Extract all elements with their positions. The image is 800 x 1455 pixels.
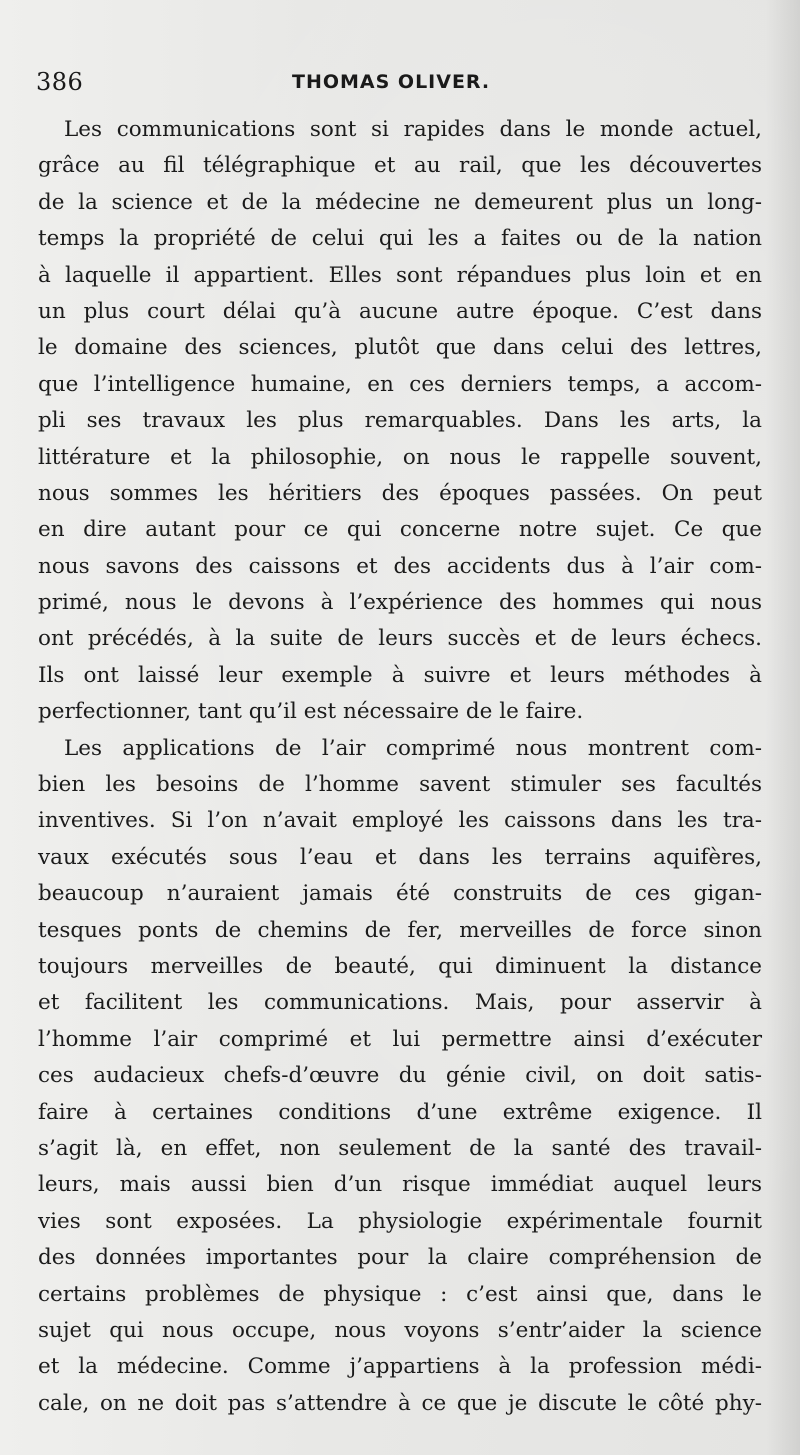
text-line: l’homme l’air comprimé et lui permettre ainsi d’exécuter <box>38 1026 762 1052</box>
text-line: sujet qui nous occupe, nous voyons s’entr’aider la science <box>38 1317 762 1343</box>
text-line: perfectionner, tant qu’il est nécessaire de le faire. <box>38 699 584 725</box>
text-line: certains problèmes de physique : c’est ainsi que, dans le <box>38 1281 762 1307</box>
text-line: s’agit là, en effet, non seulement de la santé des travail- <box>38 1135 762 1161</box>
text-line: un plus court délai qu’à aucune autre époque. C’est dans <box>38 298 762 324</box>
text-line: bien les besoins de l’homme savent stimuler ses facultés <box>38 772 762 798</box>
text-line: Les applications de l’air comprimé nous montrent com- <box>64 735 762 761</box>
text-line: le domaine des sciences, plutôt que dans celui des lettres, <box>38 335 762 361</box>
text-line: Les communications sont si rapides dans le monde actuel, <box>64 117 762 142</box>
text-line: inventives. Si l’on n’avait employé les caissons dans les tra- <box>38 808 762 834</box>
text-line: et facilitent les communications. Mais, pour asservir à <box>38 990 762 1016</box>
text-line: temps la propriété de celui qui les a faites ou de la nation <box>38 226 762 252</box>
text-line: Ils ont laissé leur exemple à suivre et leurs méthodes à <box>38 662 762 688</box>
text-line: beaucoup n’auraient jamais été construits de ces gigan- <box>38 881 762 907</box>
page-header <box>36 68 736 102</box>
text-line: de la science et de la médecine ne demeurent plus un long- <box>38 189 762 215</box>
running-title: THOMAS OLIVER. <box>292 71 491 93</box>
text-line: des données importantes pour la claire compréhension de <box>38 1245 762 1271</box>
text-line: grâce au fil télégraphique et au rail, que les découvertes <box>38 153 762 179</box>
text-line: que l’intelligence humaine, en ces derniers temps, a accom- <box>38 371 762 397</box>
text-line: toujours merveilles de beauté, qui diminuent la distance <box>38 953 762 979</box>
page-number: 386 <box>36 68 84 96</box>
text-line: vaux exécutés sous l’eau et dans les terrains aquifères, <box>38 844 762 870</box>
text-line: ont précédés, à la suite de leurs succès et de leurs échecs. <box>38 626 762 652</box>
text-line: pli ses travaux les plus remarquables. Dans les arts, la <box>38 408 762 434</box>
text-line: littérature et la philosophie, on nous le rappelle souvent, <box>38 444 762 470</box>
text-line: en dire autant pour ce qui concerne notre sujet. Ce que <box>38 517 762 543</box>
body-text <box>38 112 762 1422</box>
text-line: primé, nous le devons à l’expérience des hommes qui nous <box>38 590 762 616</box>
text-line: à laquelle il appartient. Elles sont répandues plus loin et en <box>38 262 762 288</box>
text-line: ces audacieux chefs-d’œuvre du génie civil, on doit satis- <box>38 1063 762 1089</box>
text-line: nous savons des caissons et des accidents dus à l’air com- <box>38 553 762 579</box>
text-line: vies sont exposées. La physiologie expérimentale fournit <box>38 1208 762 1234</box>
text-line: tesques ponts de chemins de fer, merveilles de force sinon <box>38 917 762 943</box>
text-line: et la médecine. Comme j’appartiens à la profession médi- <box>38 1354 762 1380</box>
text-line: faire à certaines conditions d’une extrême exigence. Il <box>38 1099 762 1125</box>
text-line: leurs, mais aussi bien d’un risque immédiat auquel leurs <box>38 1172 762 1198</box>
text-line: cale, on ne doit pas s’attendre à ce que je discute le côté phy- <box>38 1390 762 1416</box>
text-line: nous sommes les héritiers des époques passées. On peut <box>38 480 762 506</box>
